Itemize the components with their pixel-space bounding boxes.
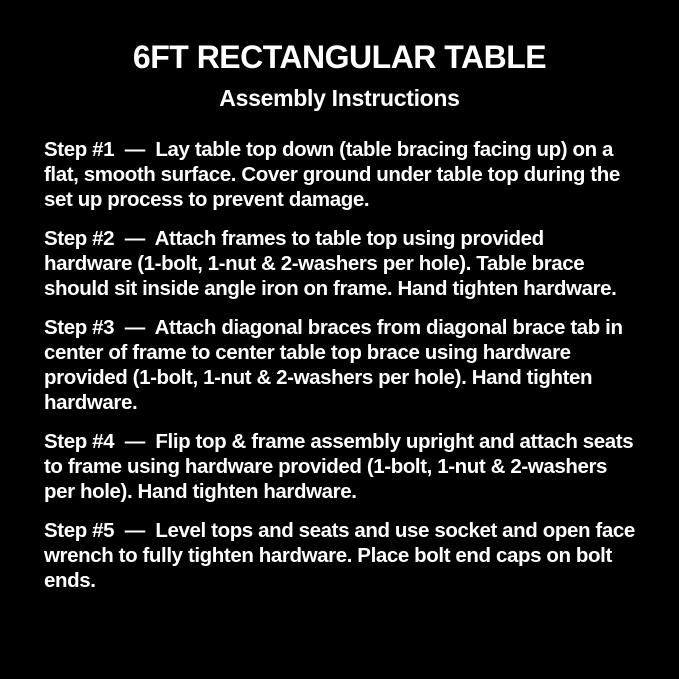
step-4 <box>44 429 639 504</box>
step-3-label: Step #3 <box>44 316 115 340</box>
step-2-separator: — <box>114 227 155 251</box>
step-5-body: Level tops and seats and use socket and open face wrench to fully tighten hardware. Place bolt end caps on bolt ends. <box>44 519 641 593</box>
step-2-body: Attach frames to table top using provided hardware (1-bolt, 1-nut & 2-washers per hole). Table brace should sit inside angle iron on frame. Hand tighten hardware. <box>44 227 617 301</box>
step-5-separator: — <box>114 519 156 543</box>
step-5-label: Step #5 <box>44 519 115 543</box>
step-1 <box>44 137 635 212</box>
page-title: 6FT RECTANGULAR TABLE <box>132 39 547 75</box>
step-4-body: Flip top & frame assembly upright and attach seats to frame using hardware provided (1-bolt, 1-nut & 2-washers per hole). Hand tighten hardware. <box>44 430 639 504</box>
step-3-body: Attach diagonal braces from diagonal brace tab in center of frame to center table top brace using hardware provided (1-bolt, 1-nut & 2-washers per hole). Hand tighten hardware. <box>44 316 628 415</box>
step-3-separator: — <box>114 316 155 340</box>
step-2-label: Step #2 <box>44 227 115 251</box>
steps-list <box>44 137 641 593</box>
step-1-separator: — <box>114 138 156 162</box>
step-1-label: Step #1 <box>44 138 115 162</box>
step-2 <box>44 226 635 301</box>
page-subtitle: Assembly Instructions <box>219 85 460 112</box>
step-4-label: Step #4 <box>44 430 115 454</box>
step-1-body: Lay table top down (table bracing facing up) on a flat, smooth surface. Cover ground under table top during the set up process to prevent damage. <box>44 138 626 212</box>
step-3 <box>44 315 635 415</box>
step-5 <box>44 518 641 593</box>
step-4-separator: — <box>114 430 156 454</box>
instruction-sheet <box>0 40 679 679</box>
